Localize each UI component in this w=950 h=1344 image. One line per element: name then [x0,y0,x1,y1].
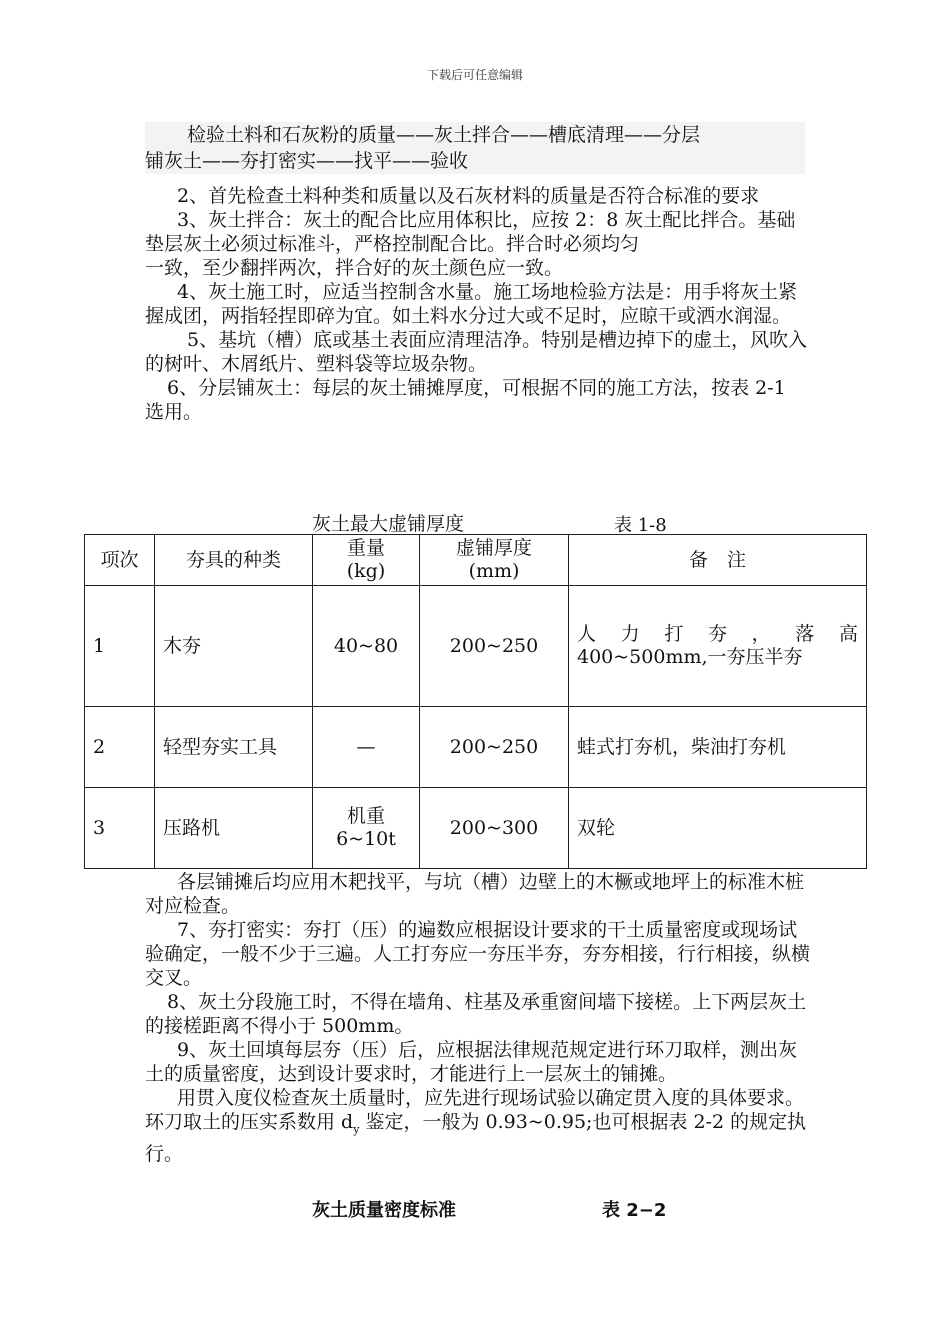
paragraph-7: 7、夯打密实：夯打（压）的遍数应根据设计要求的干土质量密度或现场试验确定，一般不少于三遍。人工打夯应一夯压半夯，夯夯相接，行行相接，纵横交叉。 [145,919,811,989]
paragraph-10 [145,1086,810,1166]
paragraph-after-table: 各层铺摊后均应用木耙找平，与坑（槽）边壁上的木橛或地坪上的标准木桩对应检查。 [145,871,805,917]
remark-char: 人 [577,623,597,645]
table-row [85,586,867,707]
paragraph-8: 8、灰土分段施工时，不得在墙角、柱基及承重窗间墙下接槎。上下两层灰土的接槎距离不得小于 500mm。 [145,991,807,1037]
process-flow [145,122,805,174]
remark-char: 高 [838,623,858,645]
cell-remark: 蛙式打夯机，柴油打夯机 [569,707,867,788]
cell-remark [569,586,867,707]
header-weight: 重量 (kg) [313,535,420,586]
cell-thickness: 200~300 [420,788,569,869]
remark-char: 力 [620,623,640,645]
paragraph-5: 5、基坑（槽）底或基土表面应清理洁净。特别是槽边掉下的虚土，风吹入的树叶、木屑纸片、塑料袋等垃圾杂物。 [145,329,808,375]
cell-thickness: 200~250 [420,586,569,707]
header-remark: 备 注 [569,535,867,586]
table1-number: 表 1-8 [614,515,667,536]
paragraph-block-1 [145,184,810,424]
remark-char: 落 [795,623,815,645]
paragraph-10-part-b: 鉴定，一般为 0.93~0.95;也可根据表 2-2 的规定执行。 [145,1111,807,1165]
paragraph-2: 2、首先检查土料种类和质量以及石灰材料的质量是否符合标准的要求 [177,185,760,207]
cell-tamper-type: 木夯 [155,586,313,707]
remark-line-2: 400~500mm,一夯压半夯 [577,646,803,668]
cell-weight: — [313,707,420,788]
paragraph-6: 6、分层铺灰土：每层的灰土铺摊厚度，可根据不同的施工方法，按表 2-1 选用。 [145,377,786,423]
header-thickness: 虚铺厚度 (mm) [420,535,569,586]
table2-title: 灰土质量密度标准 [312,1200,456,1221]
paragraph-10-part-a: 用贯入度仪检查灰土质量时，应先进行现场试验以确定贯入度的具体要求。环刀取土的压实系数用 d [145,1087,805,1133]
paragraph-3a: 3、灰土拌合：灰土的配合比应用体积比，应按 2：8 灰土配比拌合。基础垫层灰土必须过标准斗，严格控制配合比。拌合时必须均匀 [145,209,796,255]
table-row [85,788,867,869]
remark-char: 打 [664,623,684,645]
table-header-row [85,535,867,586]
cell-item-no: 1 [85,586,155,707]
cell-weight: 40~80 [313,586,420,707]
remark-char: 夯 [707,623,727,645]
paragraph-9: 9、灰土回填每层夯（压）后，应根据法律规范规定进行环刀取样，测出灰土的质量密度，达到设计要求时，才能进行上一层灰土的铺摊。 [145,1039,798,1085]
paragraph-3b: 一致，至少翻拌两次，拌合好的灰土颜色应一致。 [145,257,564,279]
table2-number: 表 2−2 [602,1200,667,1221]
paragraph-block-2 [145,870,810,1166]
cell-tamper-type: 轻型夯实工具 [155,707,313,788]
process-flow-line-1: 检验土料和石灰粉的质量——灰土拌合——槽底清理——分层 [187,124,701,146]
cell-weight: 机重 6~10t [313,788,420,869]
cell-thickness: 200~250 [420,707,569,788]
page-header: 下载后可任意编辑 [426,68,523,82]
table-row [85,707,867,788]
cell-remark: 双轮 [569,788,867,869]
cell-tamper-type: 压路机 [155,788,313,869]
process-flow-line-2: 铺灰土——夯打密实——找平——验收 [145,150,469,172]
paragraph-4: 4、灰土施工时，应适当控制含水量。施工场地检验方法是：用手将灰土紧握成团，两指轻捏即碎为宜。如土料水分过大或不足时，应晾干或洒水润湿。 [145,281,798,327]
paragraph-10-subscript: y [353,1122,360,1136]
header-item-no: 项次 [85,535,155,586]
remark-char: ， [751,623,771,645]
cell-item-no: 2 [85,707,155,788]
header-tamper-type: 夯具的种类 [155,535,313,586]
cell-item-no: 3 [85,788,155,869]
thickness-table [84,534,867,869]
remark-line-1 [577,623,858,646]
table1-title: 灰土最大虚铺厚度 [312,513,465,535]
